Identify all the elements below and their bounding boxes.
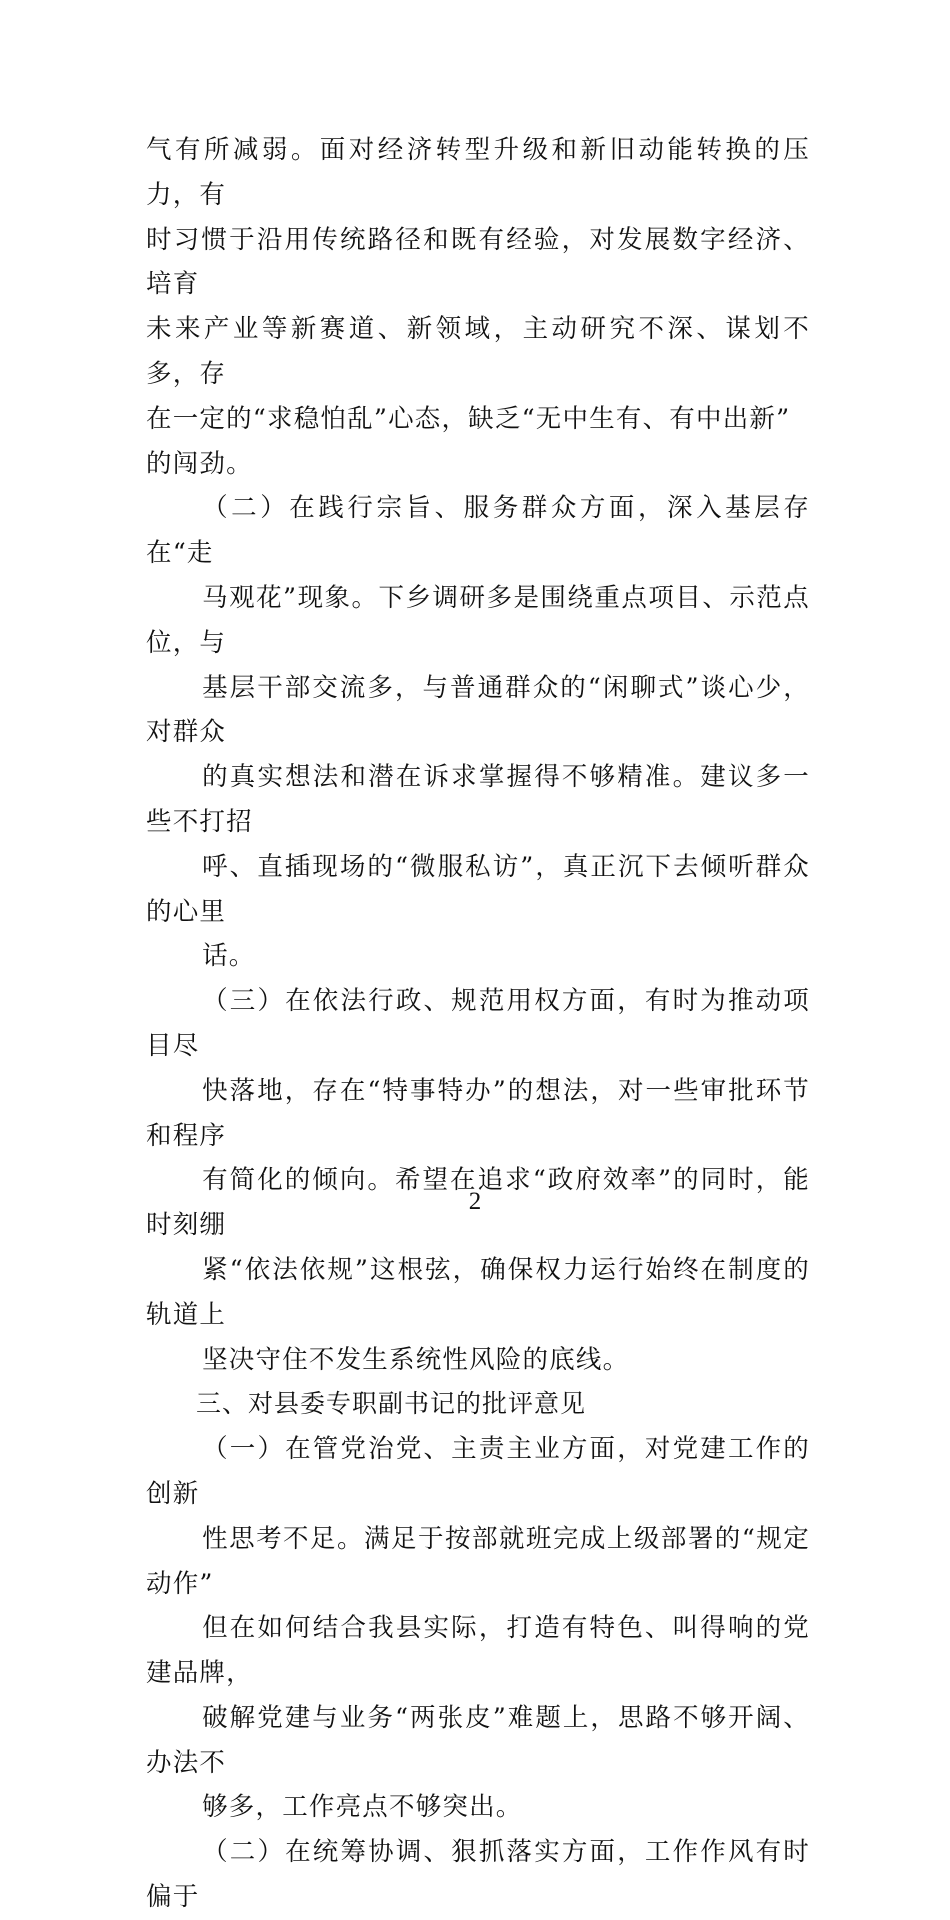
text-line: 破解党建与业务“两张皮”难题上，思路不够开阔、办法不 <box>146 1702 810 1778</box>
text-line: 快落地，存在“特事特办”的想法，对一些审批环节和程序 <box>146 1075 810 1151</box>
text-line: 三、对县委专职副书记的批评意见 <box>196 1389 587 1419</box>
text-line: 的真实想法和潜在诉求掌握得不够精准。建议多一些不打招 <box>146 762 810 837</box>
text-line: 有简化的倾向。希望在追求“政府效率”的同时，能时刻绷 <box>146 1165 810 1241</box>
page-number: 2 <box>468 1188 482 1215</box>
text-line: 气有所减弱。面对经济转型升级和新旧动能转换的压力，有 <box>146 135 810 210</box>
paragraph <box>146 1830 810 1920</box>
text-line: （三）在依法行政、规范用权方面，有时为推动项目尽 <box>146 986 810 1061</box>
text-line: 性思考不足。满足于按部就班完成上级部署的“规定动作” <box>146 1523 810 1599</box>
text-line: 但在如何结合我县实际，打造有特色、叫得响的党建品牌， <box>146 1613 810 1689</box>
text-line: 呼、直插现场的“微服私访”，真正沉下去倾听群众的心里 <box>146 851 810 927</box>
text-line: 够多，工作亮点不够突出。 <box>202 1792 523 1823</box>
text-line: 时习惯于沿用传统路径和既有经验，对发展数字经济、培育 <box>146 224 810 300</box>
text-line: 话。 <box>202 941 256 972</box>
text-line: 马观花”现象。下乡调研多是围绕重点项目、示范点位，与 <box>146 582 810 658</box>
text-line: 在一定的“求稳怕乱”心态，缺乏“无中生有、有中出新” <box>146 403 791 434</box>
text-line: 的闯劲。 <box>146 448 253 479</box>
paragraph <box>146 1427 810 1830</box>
text-line: 紧“依法依规”这根弦，确保权力运行始终在制度的轨道上 <box>146 1254 810 1330</box>
text-line: 坚决守住不发生系统性风险的底线。 <box>202 1344 630 1375</box>
paragraph <box>146 979 810 1382</box>
paragraph <box>146 486 810 979</box>
text-line: 未来产业等新赛道、新领域，主动研究不深、谋划不多，存 <box>146 314 810 389</box>
text-line: （二）在统筹协调、狠抓落实方面，工作作风有时偏于 <box>146 1837 810 1913</box>
text-line: （二）在践行宗旨、服务群众方面，深入基层存在“走 <box>146 493 810 569</box>
section-heading <box>146 1382 810 1427</box>
document-body <box>146 128 810 1920</box>
text-line: 基层干部交流多，与普通群众的“闲聊式”谈心少，对群众 <box>146 672 810 748</box>
text-line: （一）在管党治党、主责主业方面，对党建工作的创新 <box>146 1434 810 1509</box>
paragraph <box>146 128 810 486</box>
